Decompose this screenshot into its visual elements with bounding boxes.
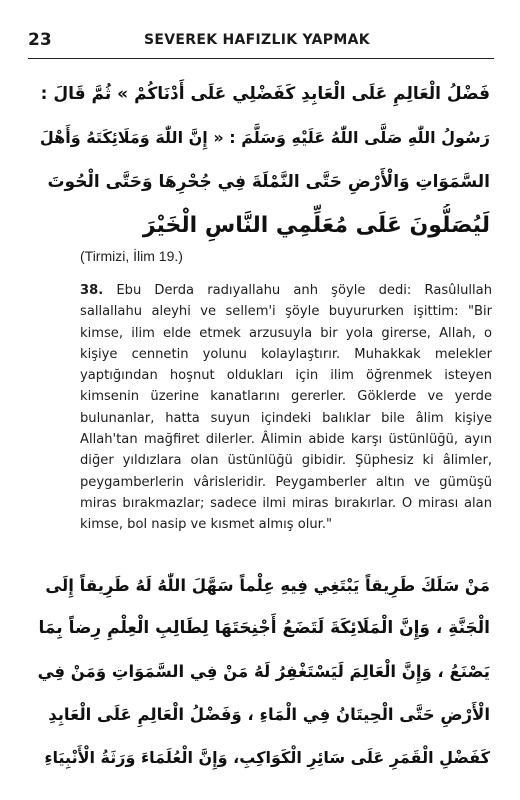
hadith-text: Ebu Derda radıyallahu anh şöyle dedi: Rasûlullah sallallahu aleyhi ve sellem'i şöyle buyururken işittim: "Bir kimse, ilim elde etmek arzusuyla bir yola girerse, Allah, o kişiye cennetin yolunu kolaylaştırır. Muhakkak melekler yaptığından hoşnut oldukları için ilim öğrenmek isteyen kimsenin üzerine kanatlarını gererler. Göklerde ve yerde bulunanlar, hatta suyun içindeki balıklar bile âlim kişiye Allah'tan mağfiret dilerler. Âlimin abide karşı üstünlüğü, ayın diğer yıldızlara olan üstünlüğü gibidir. Şüphesiz ki âlimler, peygamberlerin vârisleridir. Peygamberler altın ve gümüşü miras bırakmazlar; sadece ilmi miras bırakırlar. O mirası alan kimse, bol nasip ve kısmet almış olur." xyxy=(80,283,492,533)
page-header xyxy=(28,30,496,56)
arabic-line: الْأَرْضِ حَتَّى الْحِيتَانُ فِي الْمَاءِ ، وَفَضْلُ الْعَالِمِ عَلَى الْعَابِدِ xyxy=(48,705,490,724)
source-citation: (Tirmizi, İlim 19.) xyxy=(80,248,183,264)
arabic-line: مَنْ سَلَكَ طَرِيقاً يَبْتَغِي فِيهِ عِلْماً سَهَّلَ اللّٰهُ لَهُ طَرِيقاً إِلَى xyxy=(45,576,490,595)
header-rule xyxy=(28,58,494,59)
arabic-line: السَّمَوَاتِ وَالْأَرْضِ حَتَّى النَّمْلَةَ فِي جُحْرِهَا وَحَتَّى الْحُوتَ xyxy=(47,172,490,192)
page-number: 23 xyxy=(28,30,52,50)
hadith-number: 38. xyxy=(80,283,104,298)
arabic-line: الْجَنَّةِ ، وَإِنَّ الْمَلَائِكَةَ لَتَضَعُ أَجْنِحَتَهَا لِطَالِبِ الْعِلْمِ رِضاً بِمَا xyxy=(38,618,490,638)
hadith-paragraph xyxy=(80,280,492,536)
arabic-text-bottom xyxy=(36,564,490,779)
arabic-text-top xyxy=(36,72,490,248)
running-title: SEVEREK HAFIZLIK YAPMAK xyxy=(144,32,370,48)
arabic-line: لَيُصَلُّونَ عَلَى مُعَلِّمِي النَّاسِ الْخَيْرَ xyxy=(142,213,490,238)
arabic-line: رَسُولُ اللّٰهِ صَلَّى اللّٰهُ عَلَيْهِ وَسَلَّمَ : « إِنَّ اللّٰهَ وَمَلَائِكَتَهُ وَأَهْلَ xyxy=(39,128,490,147)
arabic-line: كَفَضْلِ الْقَمَرِ عَلَى سَائِرِ الْكَوَاكِبِ، وَإِنَّ الْعُلَمَاءَ وَرَثَةُ الْأَنْبِيَاءِ xyxy=(44,748,490,767)
arabic-line: فَضْلُ الْعَالِمِ عَلَى الْعَابِدِ كَفَضْلِي عَلَى أَدْنَاكُمْ » ثُمَّ قَالَ : xyxy=(40,84,490,104)
arabic-line: يَصْنَعُ ، وَإِنَّ الْعَالِمَ لَيَسْتَغْفِرُ لَهُ مَنْ فِي السَّمَوَاتِ وَمَنْ فِي xyxy=(37,662,490,681)
